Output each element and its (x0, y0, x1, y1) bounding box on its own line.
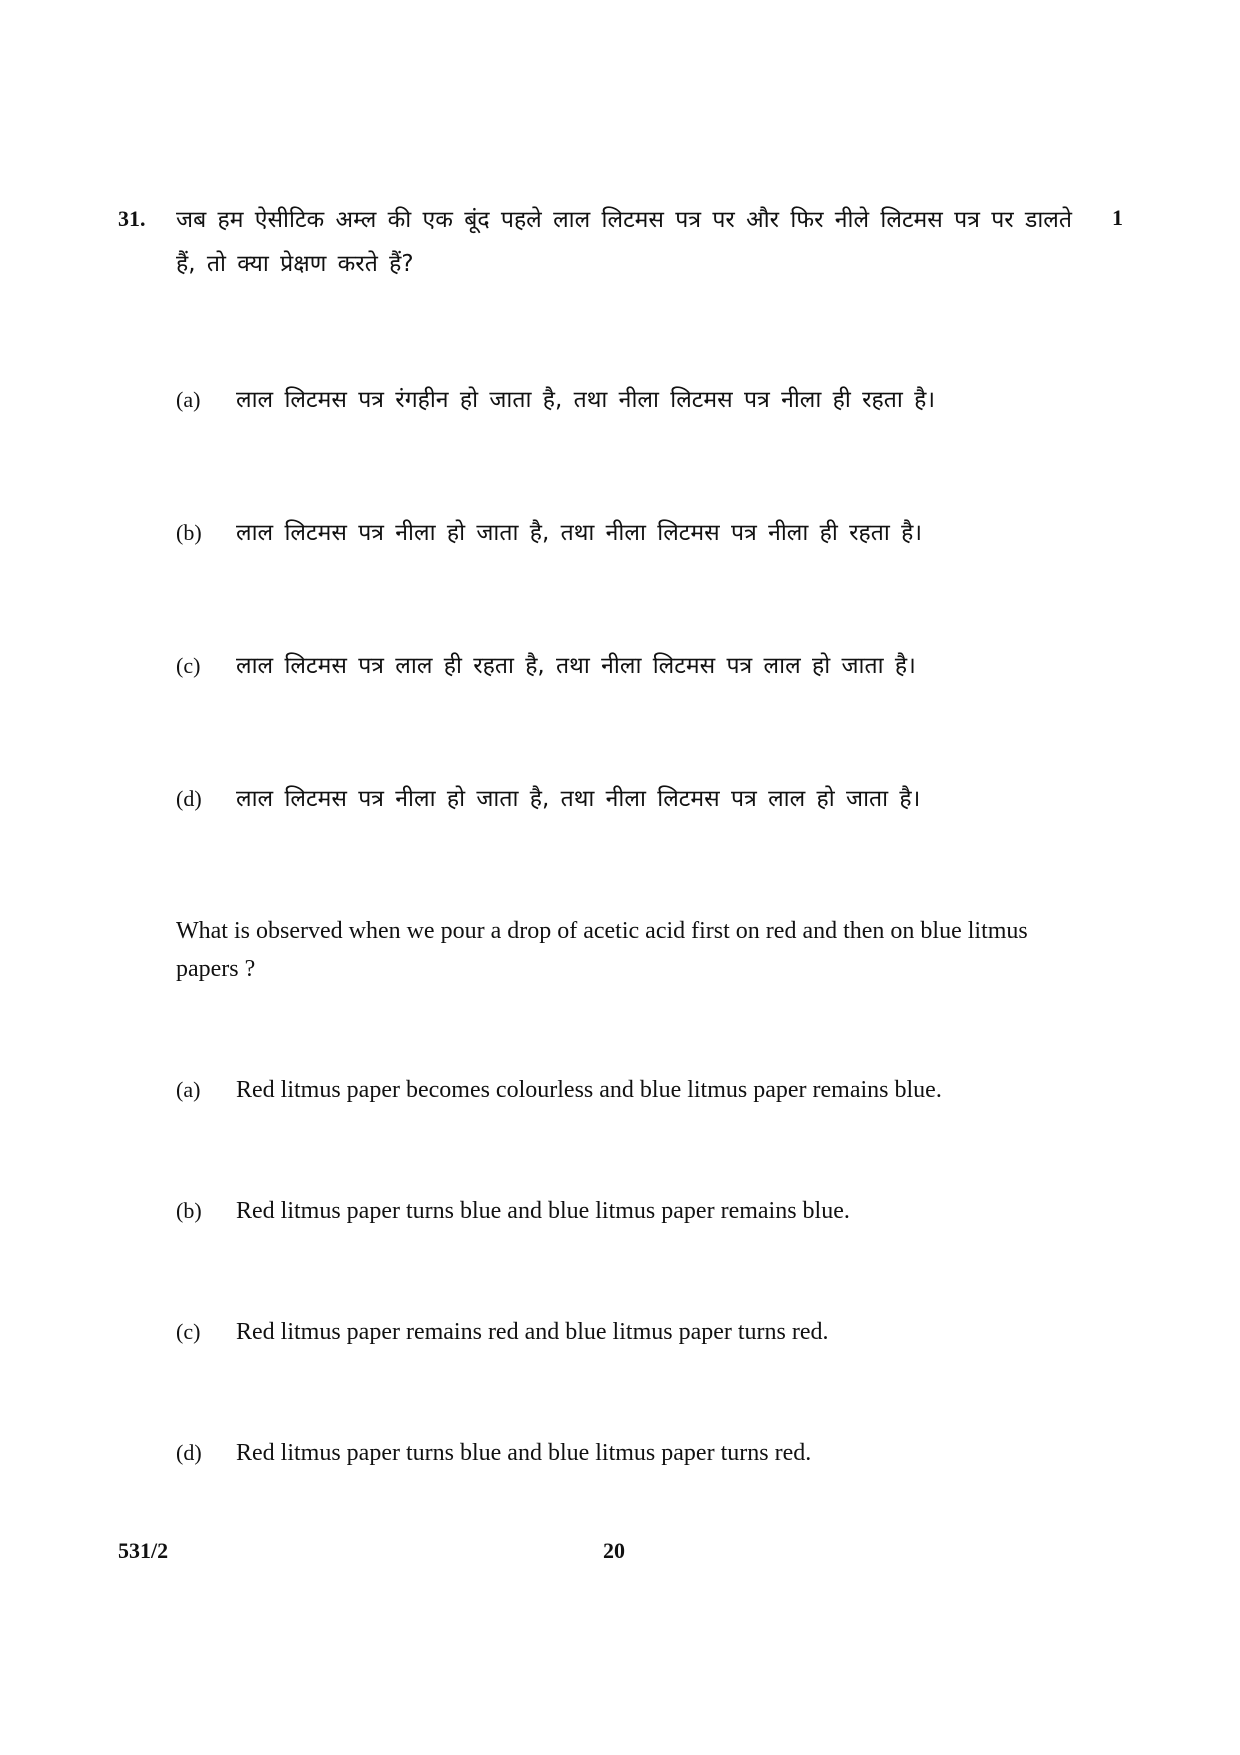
question-stem-hindi: जब हम ऐसीटिक अम्ल की एक बूंद पहले लाल लिटमस पत्र पर और फिर नीले लिटमस पत्र पर डालते हैं, तो क्या प्रेक्षण करते हैं? (176, 207, 1072, 277)
option-b-english (176, 1198, 1096, 1225)
question-stem-english: What is observed when we pour a drop of acetic acid first on red and then on blue litmus papers ? (176, 918, 1028, 982)
page-number: 20 (603, 1538, 625, 1563)
option-a-hindi (176, 382, 1096, 414)
option-label: (d) (176, 1440, 202, 1465)
option-label: (c) (176, 1319, 201, 1344)
option-text: Red litmus paper remains red and blue litmus paper turns red. (236, 1319, 829, 1345)
option-label: (c) (176, 653, 201, 678)
option-c-hindi (176, 648, 1096, 680)
option-text: Red litmus paper turns blue and blue litmus paper turns red. (236, 1440, 812, 1466)
option-text: लाल लिटमस पत्र रंगहीन हो जाता है, तथा नीला लिटमस पत्र नीला ही रहता है। (236, 387, 936, 413)
option-text: लाल लिटमस पत्र नीला हो जाता है, तथा नीला लिटमस पत्र नीला ही रहता है। (236, 520, 923, 546)
option-d-hindi (176, 781, 1096, 813)
option-text: लाल लिटमस पत्र नीला हो जाता है, तथा नीला लिटमस पत्र लाल हो जाता है। (236, 786, 921, 812)
option-text: लाल लिटमस पत्र लाल ही रहता है, तथा नीला लिटमस पत्र लाल हो जाता है। (236, 653, 916, 679)
question-number: 31. (118, 206, 146, 231)
option-c-english (176, 1319, 1096, 1346)
option-text: Red litmus paper becomes colourless and blue litmus paper remains blue. (236, 1077, 942, 1103)
option-label: (a) (176, 387, 201, 412)
question-marks: 1 (1112, 205, 1123, 230)
option-text: Red litmus paper turns blue and blue litmus paper remains blue. (236, 1198, 850, 1224)
option-d-english (176, 1440, 1096, 1467)
option-label: (b) (176, 520, 202, 545)
option-label: (b) (176, 1198, 202, 1223)
option-b-hindi (176, 515, 1096, 547)
option-a-english (176, 1077, 1096, 1104)
option-label: (a) (176, 1077, 201, 1102)
option-label: (d) (176, 786, 202, 811)
paper-code: 531/2 (118, 1538, 169, 1563)
